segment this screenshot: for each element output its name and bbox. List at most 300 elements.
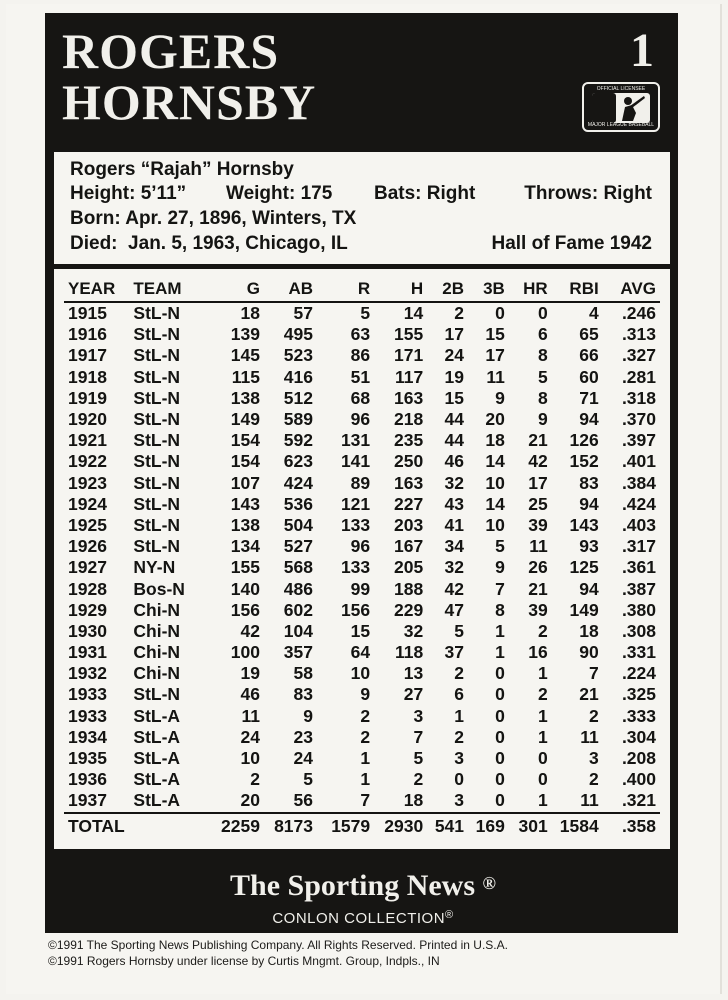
stat-3b: 15 bbox=[485, 324, 505, 345]
stat-year: 1926 bbox=[68, 536, 107, 557]
stat-3b: 0 bbox=[495, 303, 505, 324]
stat-r: 7 bbox=[360, 790, 371, 811]
bio-panel bbox=[54, 152, 670, 264]
stat-2b: 3 bbox=[454, 790, 465, 811]
stats-row bbox=[64, 684, 660, 705]
baseball-card-back bbox=[6, 4, 722, 994]
stat-rbi: 94 bbox=[579, 578, 599, 599]
stat-year: 1936 bbox=[68, 769, 107, 790]
stats-row bbox=[64, 473, 660, 494]
stat-ab: 602 bbox=[283, 599, 313, 620]
stat-g: 107 bbox=[230, 472, 260, 493]
stat-2b: 43 bbox=[444, 493, 465, 514]
stat-r: 99 bbox=[350, 578, 371, 599]
stat-year: 1918 bbox=[68, 366, 107, 387]
stat-avg: .281 bbox=[621, 366, 656, 387]
stats-row bbox=[64, 302, 660, 324]
stat-2b: 37 bbox=[444, 642, 465, 663]
stat-year: 1921 bbox=[68, 430, 107, 451]
stat-g: 134 bbox=[230, 536, 260, 557]
stats-row bbox=[64, 345, 660, 366]
stat-avg: .380 bbox=[621, 599, 656, 620]
stat-g: 138 bbox=[230, 387, 260, 408]
stats-row bbox=[64, 324, 660, 345]
stat-rbi: 83 bbox=[579, 472, 599, 493]
stat-g: 139 bbox=[230, 324, 260, 345]
stat-rbi: 11 bbox=[580, 790, 599, 811]
stat-h: 13 bbox=[403, 663, 424, 684]
stat-hr: 17 bbox=[528, 472, 548, 493]
stat-avg: .387 bbox=[621, 578, 656, 599]
stat-g: 138 bbox=[230, 514, 260, 535]
stat-g: 156 bbox=[230, 599, 260, 620]
stat-rbi: 125 bbox=[569, 557, 599, 578]
stats-total-row bbox=[64, 813, 660, 840]
stat-avg: .317 bbox=[621, 536, 656, 557]
stat-year: 1927 bbox=[68, 557, 107, 578]
full-name: Rogers “Rajah” Hornsby bbox=[70, 159, 294, 180]
stat-ab: 504 bbox=[283, 514, 313, 535]
stat-year: 1937 bbox=[68, 790, 107, 811]
stat-r: 156 bbox=[340, 599, 371, 620]
stats-header-row bbox=[64, 275, 660, 302]
total-h: 2930 bbox=[370, 813, 423, 840]
stat-hr: 8 bbox=[537, 345, 548, 366]
total-g: 2259 bbox=[205, 813, 260, 840]
stat-year: 1934 bbox=[68, 726, 107, 747]
stat-2b: 44 bbox=[444, 409, 465, 430]
stat-team: StL-A bbox=[133, 748, 181, 769]
stat-2b: 1 bbox=[454, 705, 465, 726]
stat-year: 1917 bbox=[68, 345, 107, 366]
stats-row bbox=[64, 557, 660, 578]
stat-h: 235 bbox=[394, 430, 424, 451]
stat-g: 155 bbox=[230, 557, 260, 578]
stat-r: 9 bbox=[360, 684, 371, 705]
stat-g: 10 bbox=[240, 748, 260, 769]
stat-team: StL-A bbox=[133, 790, 181, 811]
stat-avg: .361 bbox=[621, 557, 656, 578]
stats-row bbox=[64, 515, 660, 536]
stat-g: 20 bbox=[240, 790, 260, 811]
stat-year: 1933 bbox=[68, 705, 107, 726]
stats-row bbox=[64, 367, 660, 388]
stat-hr: 21 bbox=[528, 578, 548, 599]
stat-r: 133 bbox=[340, 514, 371, 535]
stat-ab: 57 bbox=[293, 303, 313, 324]
stat-h: 163 bbox=[394, 387, 424, 408]
stat-g: 100 bbox=[230, 642, 260, 663]
stat-g: 145 bbox=[230, 345, 260, 366]
stat-r: 131 bbox=[340, 430, 371, 451]
stat-h: 18 bbox=[403, 790, 424, 811]
logo-bottom-text: MAJOR LEAGUE BASEBALL bbox=[587, 122, 655, 128]
total-label: TOTAL bbox=[64, 813, 133, 840]
stat-team: Chi-N bbox=[133, 620, 181, 641]
stats-row bbox=[64, 494, 660, 515]
stat-2b: 41 bbox=[444, 514, 465, 535]
stat-year: 1916 bbox=[68, 324, 107, 345]
col-ab: AB bbox=[260, 275, 313, 302]
stat-avg: .321 bbox=[621, 790, 656, 811]
total-3b: 169 bbox=[464, 813, 505, 840]
stat-h: 205 bbox=[394, 557, 424, 578]
stat-g: 149 bbox=[230, 409, 260, 430]
stat-h: 203 bbox=[394, 514, 424, 535]
stat-g: 143 bbox=[230, 493, 260, 514]
stat-ab: 536 bbox=[283, 493, 313, 514]
stat-avg: .325 bbox=[621, 684, 656, 705]
stat-rbi: 21 bbox=[579, 684, 599, 705]
stat-year: 1924 bbox=[68, 493, 107, 514]
stat-avg: .246 bbox=[621, 303, 656, 324]
stat-hr: 0 bbox=[537, 769, 548, 790]
stat-year: 1929 bbox=[68, 599, 107, 620]
stat-r: 96 bbox=[350, 536, 371, 557]
mlb-logo-icon bbox=[582, 82, 660, 132]
stat-3b: 11 bbox=[486, 366, 505, 387]
stat-2b: 6 bbox=[454, 684, 465, 705]
stat-r: 1 bbox=[360, 769, 371, 790]
stat-rbi: 94 bbox=[579, 409, 599, 430]
stat-3b: 5 bbox=[495, 536, 505, 557]
stat-rbi: 65 bbox=[579, 324, 599, 345]
stat-team: NY-N bbox=[133, 557, 176, 578]
stat-2b: 44 bbox=[444, 430, 465, 451]
stat-r: 1 bbox=[360, 748, 371, 769]
stat-hr: 39 bbox=[528, 599, 548, 620]
stats-row bbox=[64, 600, 660, 621]
stat-ab: 357 bbox=[283, 642, 313, 663]
stat-team: StL-N bbox=[133, 451, 181, 472]
stat-2b: 15 bbox=[444, 387, 465, 408]
stat-ab: 495 bbox=[283, 324, 313, 345]
player-name bbox=[62, 23, 317, 130]
stat-r: 2 bbox=[360, 705, 371, 726]
stat-year: 1935 bbox=[68, 748, 107, 769]
brand-registered-mark: ® bbox=[482, 873, 496, 893]
stats-panel bbox=[54, 269, 670, 849]
brand-name: The Sporting News bbox=[230, 869, 476, 902]
stat-year: 1928 bbox=[68, 578, 107, 599]
stat-2b: 2 bbox=[454, 726, 465, 747]
stat-ab: 592 bbox=[283, 430, 313, 451]
logo-top-text: OFFICIAL LICENSEE bbox=[596, 86, 646, 92]
total-avg: .358 bbox=[599, 813, 660, 840]
stat-3b: 9 bbox=[495, 387, 505, 408]
stat-team: StL-A bbox=[133, 769, 181, 790]
stat-team: StL-N bbox=[133, 430, 181, 451]
stat-rbi: 66 bbox=[579, 345, 599, 366]
stat-3b: 8 bbox=[495, 599, 505, 620]
stat-g: 18 bbox=[240, 303, 260, 324]
total-r: 1579 bbox=[313, 813, 370, 840]
col-year: YEAR bbox=[64, 275, 133, 302]
stat-hr: 1 bbox=[537, 705, 548, 726]
stat-year: 1925 bbox=[68, 514, 107, 535]
stat-avg: .403 bbox=[621, 514, 656, 535]
stat-hr: 42 bbox=[528, 451, 548, 472]
weight: Weight: 175 bbox=[226, 183, 333, 204]
stat-h: 171 bbox=[394, 345, 424, 366]
stat-g: 154 bbox=[230, 430, 260, 451]
stat-hr: 9 bbox=[537, 409, 548, 430]
stat-r: 141 bbox=[340, 451, 371, 472]
stat-h: 14 bbox=[403, 303, 424, 324]
stat-team: Chi-N bbox=[133, 663, 181, 684]
stat-hr: 1 bbox=[537, 790, 548, 811]
stat-2b: 5 bbox=[454, 620, 465, 641]
stat-year: 1922 bbox=[68, 451, 107, 472]
stat-h: 229 bbox=[394, 599, 424, 620]
stat-ab: 512 bbox=[283, 387, 313, 408]
stat-year: 1933 bbox=[68, 684, 107, 705]
stat-g: 46 bbox=[240, 684, 260, 705]
stat-h: 163 bbox=[394, 472, 424, 493]
stat-rbi: 71 bbox=[579, 387, 599, 408]
stat-rbi: 11 bbox=[580, 726, 599, 747]
stats-row bbox=[64, 430, 660, 451]
stat-year: 1930 bbox=[68, 620, 107, 641]
stat-year: 1932 bbox=[68, 663, 107, 684]
stats-row bbox=[64, 621, 660, 642]
stat-3b: 14 bbox=[485, 451, 505, 472]
stat-3b: 17 bbox=[485, 345, 505, 366]
stat-rbi: 152 bbox=[569, 451, 599, 472]
card-number: 1 bbox=[630, 24, 654, 77]
stat-rbi: 4 bbox=[588, 303, 599, 324]
total-hr: 301 bbox=[505, 813, 548, 840]
stat-avg: .224 bbox=[621, 663, 656, 684]
stat-rbi: 60 bbox=[579, 366, 599, 387]
col-hr: HR bbox=[505, 275, 548, 302]
stat-r: 133 bbox=[340, 557, 371, 578]
throws: Throws: Right bbox=[524, 183, 652, 204]
stat-3b: 0 bbox=[495, 684, 505, 705]
stat-hr: 0 bbox=[537, 748, 548, 769]
stat-g: 42 bbox=[240, 620, 260, 641]
stat-3b: 9 bbox=[495, 557, 505, 578]
stat-hr: 1 bbox=[537, 663, 548, 684]
stat-h: 5 bbox=[413, 748, 424, 769]
stat-avg: .424 bbox=[621, 493, 656, 514]
stat-team: Chi-N bbox=[133, 642, 181, 663]
stat-3b: 7 bbox=[495, 578, 505, 599]
stat-r: 89 bbox=[350, 472, 371, 493]
stat-hr: 6 bbox=[537, 324, 548, 345]
stat-team: StL-A bbox=[133, 726, 181, 747]
stat-r: 15 bbox=[350, 620, 371, 641]
copyright-line-2: ©1991 Rogers Hornsby under license by Curtis Mngmt. Group, Indpls., IN bbox=[48, 954, 440, 968]
stat-hr: 26 bbox=[528, 557, 548, 578]
stat-avg: .333 bbox=[621, 705, 656, 726]
born: Born: Apr. 27, 1896, Winters, TX bbox=[70, 208, 357, 229]
stat-3b: 10 bbox=[485, 514, 505, 535]
stat-team: StL-N bbox=[133, 536, 181, 557]
stat-r: 2 bbox=[360, 726, 371, 747]
stat-ab: 24 bbox=[293, 748, 313, 769]
stat-3b: 1 bbox=[495, 620, 505, 641]
stat-g: 24 bbox=[240, 726, 260, 747]
copyright-block bbox=[48, 937, 508, 969]
stat-r: 10 bbox=[350, 663, 371, 684]
stat-rbi: 2 bbox=[588, 769, 599, 790]
stat-3b: 0 bbox=[495, 726, 505, 747]
stat-h: 7 bbox=[413, 726, 424, 747]
collection-name: CONLON COLLECTION bbox=[272, 910, 446, 927]
col-rbi: RBI bbox=[548, 275, 599, 302]
stat-ab: 568 bbox=[283, 557, 313, 578]
stat-2b: 0 bbox=[454, 769, 465, 790]
stats-row bbox=[64, 578, 660, 599]
stat-3b: 0 bbox=[495, 663, 505, 684]
stat-3b: 20 bbox=[485, 409, 505, 430]
stat-3b: 0 bbox=[495, 705, 505, 726]
stat-g: 154 bbox=[230, 451, 260, 472]
stat-hr: 16 bbox=[528, 642, 548, 663]
stats-row bbox=[64, 790, 660, 812]
stat-rbi: 18 bbox=[579, 620, 599, 641]
stat-h: 27 bbox=[403, 684, 424, 705]
stat-2b: 2 bbox=[454, 303, 465, 324]
collection-registered-mark: ® bbox=[445, 909, 454, 921]
stat-3b: 0 bbox=[495, 769, 505, 790]
stats-row bbox=[64, 451, 660, 472]
stat-team: StL-N bbox=[133, 324, 181, 345]
stat-avg: .304 bbox=[621, 726, 656, 747]
stat-r: 51 bbox=[350, 366, 371, 387]
stat-avg: .397 bbox=[621, 430, 656, 451]
stat-avg: .308 bbox=[621, 620, 656, 641]
stat-h: 227 bbox=[394, 493, 424, 514]
stat-2b: 17 bbox=[444, 324, 465, 345]
stat-rbi: 143 bbox=[569, 514, 599, 535]
total-2b: 541 bbox=[423, 813, 464, 840]
stat-rbi: 90 bbox=[579, 642, 599, 663]
stat-r: 64 bbox=[350, 642, 371, 663]
stat-rbi: 126 bbox=[569, 430, 599, 451]
stat-rbi: 3 bbox=[588, 748, 599, 769]
stat-ab: 5 bbox=[303, 769, 313, 790]
stat-ab: 486 bbox=[283, 578, 313, 599]
stat-2b: 2 bbox=[454, 663, 465, 684]
stat-hr: 2 bbox=[537, 684, 548, 705]
stat-h: 118 bbox=[394, 642, 424, 663]
total-rbi: 1584 bbox=[548, 813, 599, 840]
total-ab: 8173 bbox=[260, 813, 313, 840]
stat-ab: 623 bbox=[283, 451, 313, 472]
stat-rbi: 93 bbox=[579, 536, 599, 557]
copyright-line-1: ©1991 The Sporting News Publishing Company. All Rights Reserved. Printed in U.S.A. bbox=[48, 938, 508, 952]
stat-rbi: 94 bbox=[579, 493, 599, 514]
bats: Bats: Right bbox=[374, 183, 476, 204]
stat-2b: 46 bbox=[444, 451, 465, 472]
stat-avg: .208 bbox=[621, 748, 656, 769]
stat-team: StL-N bbox=[133, 303, 181, 324]
stat-rbi: 2 bbox=[588, 705, 599, 726]
stat-year: 1915 bbox=[68, 303, 107, 324]
stat-team: StL-N bbox=[133, 345, 181, 366]
stat-3b: 10 bbox=[485, 472, 505, 493]
stat-2b: 32 bbox=[444, 557, 465, 578]
col-r: R bbox=[313, 275, 370, 302]
stat-ab: 58 bbox=[293, 663, 313, 684]
stat-year: 1920 bbox=[68, 409, 107, 430]
stat-h: 2 bbox=[413, 769, 424, 790]
stats-row bbox=[64, 536, 660, 557]
stats-row bbox=[64, 642, 660, 663]
stat-h: 218 bbox=[394, 409, 424, 430]
stats-row bbox=[64, 748, 660, 769]
stat-team: StL-N bbox=[133, 387, 181, 408]
stat-2b: 3 bbox=[454, 748, 465, 769]
stat-avg: .400 bbox=[621, 769, 656, 790]
conlon-collection bbox=[6, 906, 720, 928]
stat-h: 32 bbox=[403, 620, 424, 641]
stat-2b: 32 bbox=[444, 472, 465, 493]
stat-year: 1931 bbox=[68, 642, 107, 663]
stat-avg: .318 bbox=[621, 387, 656, 408]
stat-h: 3 bbox=[413, 705, 424, 726]
stat-3b: 18 bbox=[485, 430, 505, 451]
stat-avg: .401 bbox=[621, 451, 656, 472]
stat-h: 155 bbox=[394, 324, 424, 345]
stats-table bbox=[64, 275, 660, 840]
stats-row bbox=[64, 706, 660, 727]
stat-hr: 5 bbox=[537, 366, 548, 387]
total-team bbox=[133, 813, 204, 840]
stat-h: 117 bbox=[394, 366, 424, 387]
stat-avg: .313 bbox=[621, 324, 656, 345]
stat-team: Chi-N bbox=[133, 599, 181, 620]
stat-h: 167 bbox=[394, 536, 424, 557]
stat-rbi: 7 bbox=[588, 663, 599, 684]
stat-r: 68 bbox=[350, 387, 371, 408]
stat-hr: 39 bbox=[528, 514, 548, 535]
stat-avg: .384 bbox=[621, 472, 656, 493]
stats-row bbox=[64, 663, 660, 684]
stat-team: StL-N bbox=[133, 493, 181, 514]
sporting-news-logo bbox=[6, 866, 720, 903]
stat-team: StL-N bbox=[133, 684, 181, 705]
stat-g: 11 bbox=[241, 705, 260, 726]
stat-3b: 14 bbox=[485, 493, 505, 514]
stat-ab: 527 bbox=[283, 536, 313, 557]
stat-hr: 21 bbox=[528, 430, 548, 451]
height: Height: 5’11” bbox=[70, 183, 187, 204]
stat-year: 1919 bbox=[68, 387, 107, 408]
stat-team: StL-A bbox=[133, 705, 181, 726]
col-g: G bbox=[205, 275, 260, 302]
stat-hr: 2 bbox=[537, 620, 548, 641]
stat-ab: 23 bbox=[293, 726, 313, 747]
col-avg: AVG bbox=[599, 275, 660, 302]
col-3b: 3B bbox=[464, 275, 505, 302]
stat-team: Bos-N bbox=[133, 578, 185, 599]
stat-team: StL-N bbox=[133, 366, 181, 387]
stat-hr: 1 bbox=[537, 726, 548, 747]
stat-ab: 416 bbox=[283, 366, 313, 387]
stat-r: 96 bbox=[350, 409, 371, 430]
player-first-name: ROGERS bbox=[62, 23, 280, 79]
stat-2b: 42 bbox=[444, 578, 465, 599]
stat-avg: .370 bbox=[621, 409, 656, 430]
player-last-name: HORNSBY bbox=[62, 74, 317, 130]
stat-ab: 589 bbox=[283, 409, 313, 430]
stat-g: 115 bbox=[231, 366, 260, 387]
died: Died: Jan. 5, 1963, Chicago, IL bbox=[70, 233, 348, 254]
stat-ab: 83 bbox=[293, 684, 313, 705]
